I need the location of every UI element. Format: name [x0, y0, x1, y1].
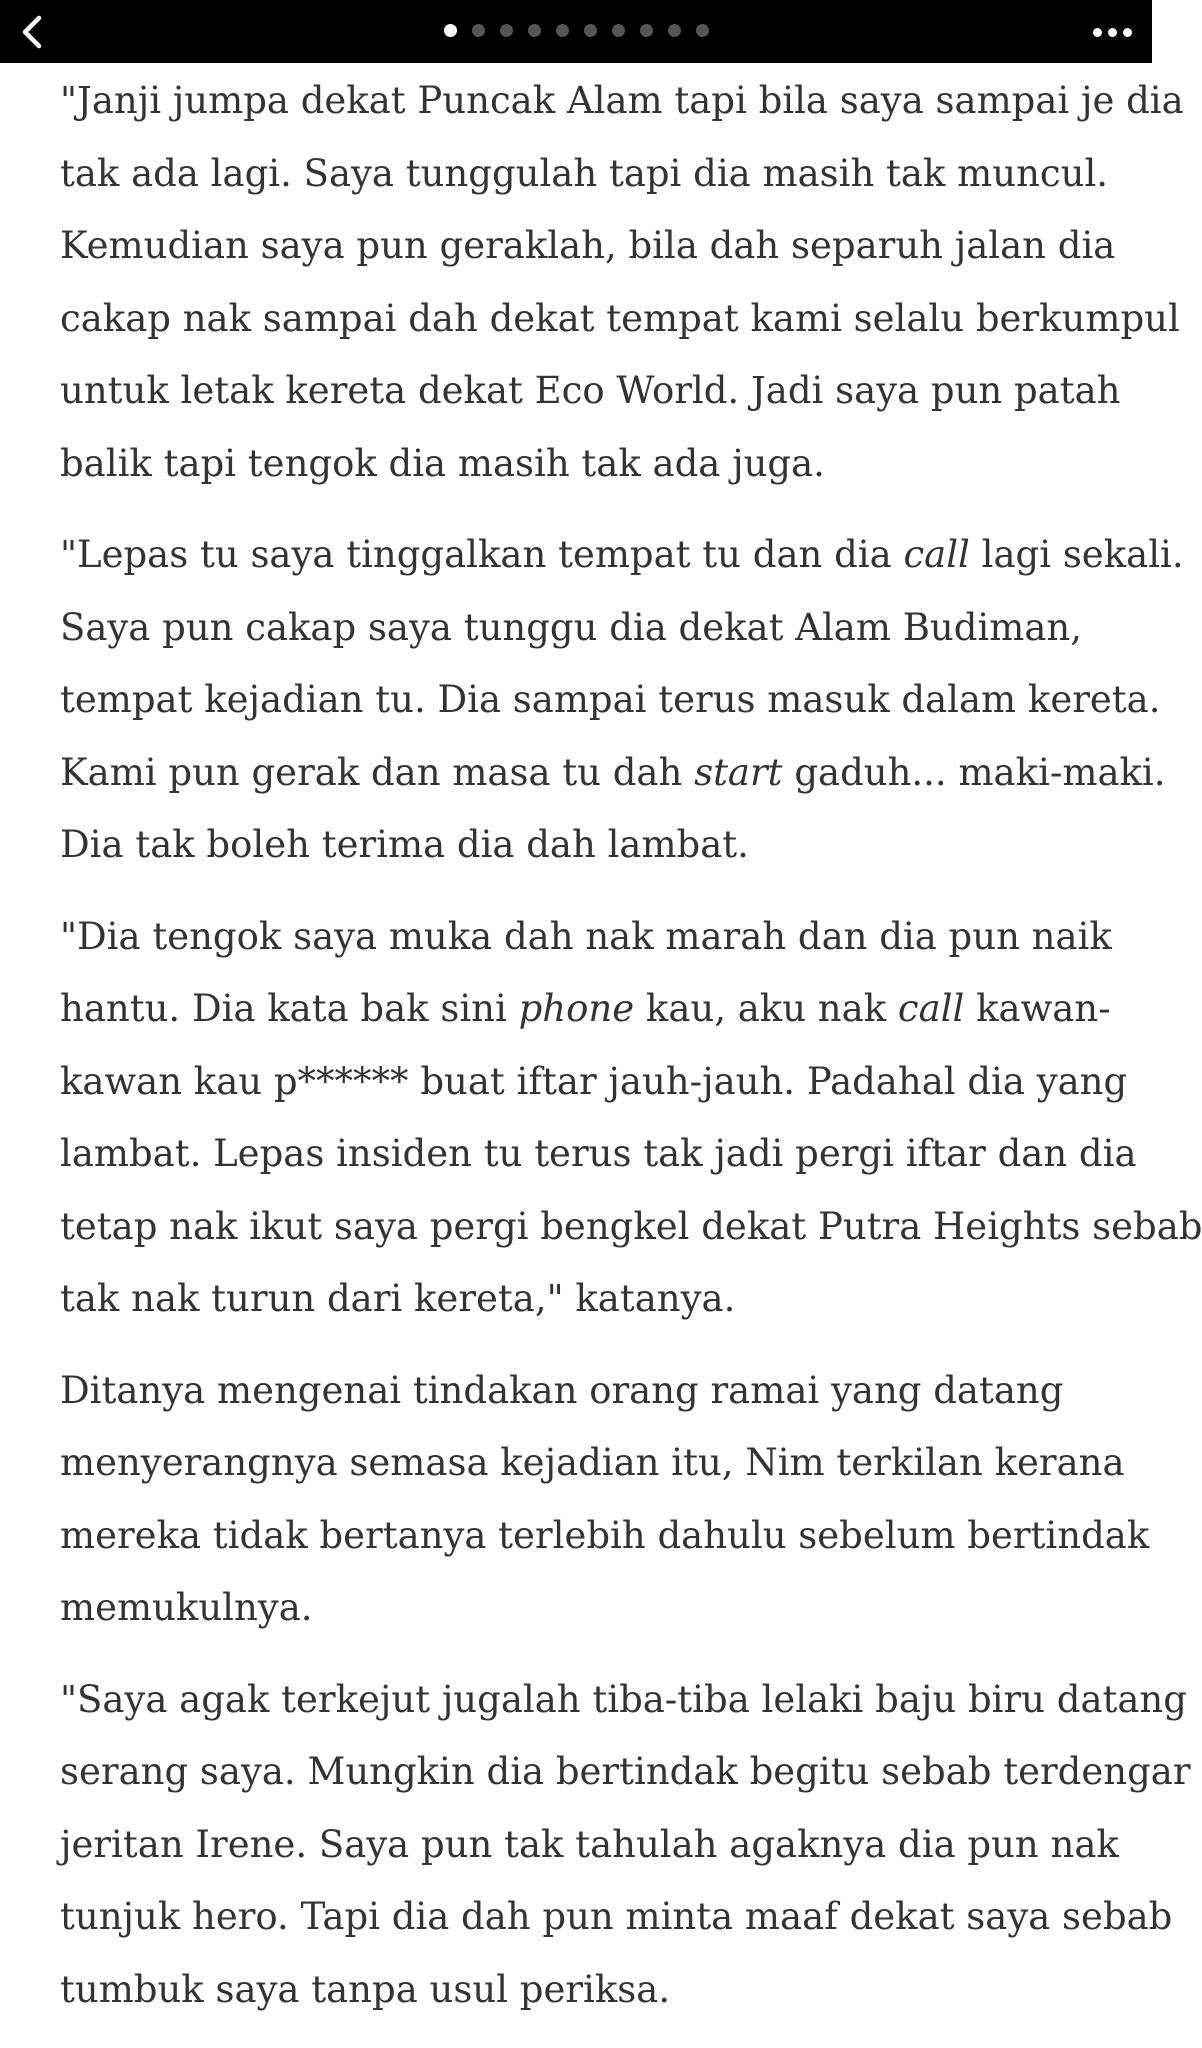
paragraph-line: "Dia tengok saya muka dah nak marah dan dia pun naik	[60, 914, 1112, 958]
paragraph-line: cakap nak sampai dah dekat tempat kami selalu berkumpul	[60, 296, 1180, 340]
paragraph-line: tunjuk hero. Tapi dia dah pun minta maaf dekat saya sebab	[60, 1895, 1173, 1938]
paragraph-line: tetap nak ikut saya pergi bengkel dekat Putra Heights sebab	[60, 1204, 1202, 1248]
more-horizontal-icon	[1093, 28, 1102, 37]
article-paragraph	[60, 901, 1202, 1336]
paragraph-line: tak ada lagi. Saya tunggulah tapi dia masih tak muncul.	[60, 151, 1109, 195]
page-dot-7[interactable]	[612, 24, 625, 37]
page-dot-2[interactable]	[472, 24, 485, 37]
emphasized-word: phone	[518, 987, 635, 1030]
page-dot-3[interactable]	[500, 24, 513, 37]
paragraph-line: tempat kejadian tu. Dia sampai terus masuk dalam kereta.	[60, 678, 1161, 721]
paragraph-line: serang saya. Mungkin dia bertindak begitu sebab terdengar	[60, 1750, 1191, 1793]
article-paragraph	[60, 65, 1184, 500]
emphasized-word: call	[897, 987, 965, 1030]
paragraph-line: kawan kau p****** buat iftar jauh-jauh. Padahal dia yang	[60, 1059, 1128, 1103]
article-paragraph	[60, 519, 1184, 882]
paragraph-line: Saya pun cakap saya tunggu dia dekat Alam Budiman,	[60, 605, 1082, 649]
paragraph-line: "Janji jumpa dekat Puncak Alam tapi bila saya sampai je dia	[60, 79, 1184, 122]
paragraph-line: "Lepas tu saya tinggalkan tempat tu dan dia call lagi sekali.	[60, 533, 1184, 576]
article-paragraph	[60, 1664, 1191, 2027]
top-navigation-bar	[0, 0, 1152, 63]
paragraph-line: memukulnya.	[60, 1586, 313, 1629]
paragraph-line: Ditanya mengenai tindakan orang ramai yang datang	[60, 1368, 1064, 1412]
page-indicator	[0, 24, 1152, 37]
paragraph-line: jeritan Irene. Saya pun tak tahulah agaknya dia pun nak	[60, 1822, 1119, 1866]
paragraph-line: tumbuk saya tanpa usul periksa.	[60, 1967, 671, 2011]
paragraph-line: lambat. Lepas insiden tu terus tak jadi pergi iftar dan dia	[60, 1132, 1137, 1175]
emphasized-word: call	[903, 533, 970, 576]
paragraph-line: mereka tidak bertanya terlebih dahulu sebelum bertindak	[60, 1513, 1150, 1557]
paragraph-line: "Saya agak terkejut jugalah tiba-tiba lelaki baju biru datang	[60, 1677, 1187, 1721]
paragraph-line: Dia tak boleh terima dia dah lambat.	[60, 823, 749, 866]
emphasized-word: start	[694, 750, 783, 794]
page-dot-4[interactable]	[528, 24, 541, 37]
page-dot-1[interactable]	[444, 24, 457, 37]
paragraph-line: Kami pun gerak dan masa tu dah start gaduh... maki-maki.	[60, 750, 1166, 794]
paragraph-line: tak nak turun dari kereta," katanya.	[60, 1277, 736, 1320]
paragraph-line: menyerangnya semasa kejadian itu, Nim terkilan kerana	[60, 1441, 1125, 1484]
paragraph-line: balik tapi tengok dia masih tak ada juga.	[60, 441, 825, 485]
paragraph-line: untuk letak kereta dekat Eco World. Jadi saya pun patah	[60, 369, 1121, 412]
paragraph-line: Kemudian saya pun geraklah, bila dah separuh jalan dia	[60, 224, 1116, 267]
paragraph-line: hantu. Dia kata bak sini phone kau, aku nak call kawan-	[60, 987, 1111, 1030]
page-dot-8[interactable]	[640, 24, 653, 37]
page-dot-6[interactable]	[584, 24, 597, 37]
more-options-button[interactable]	[1086, 14, 1138, 50]
article-body	[60, 65, 1202, 2045]
page-dot-10[interactable]	[696, 24, 709, 37]
page-dot-9[interactable]	[668, 24, 681, 37]
article-paragraph	[60, 1355, 1150, 1645]
page-dot-5[interactable]	[556, 24, 569, 37]
